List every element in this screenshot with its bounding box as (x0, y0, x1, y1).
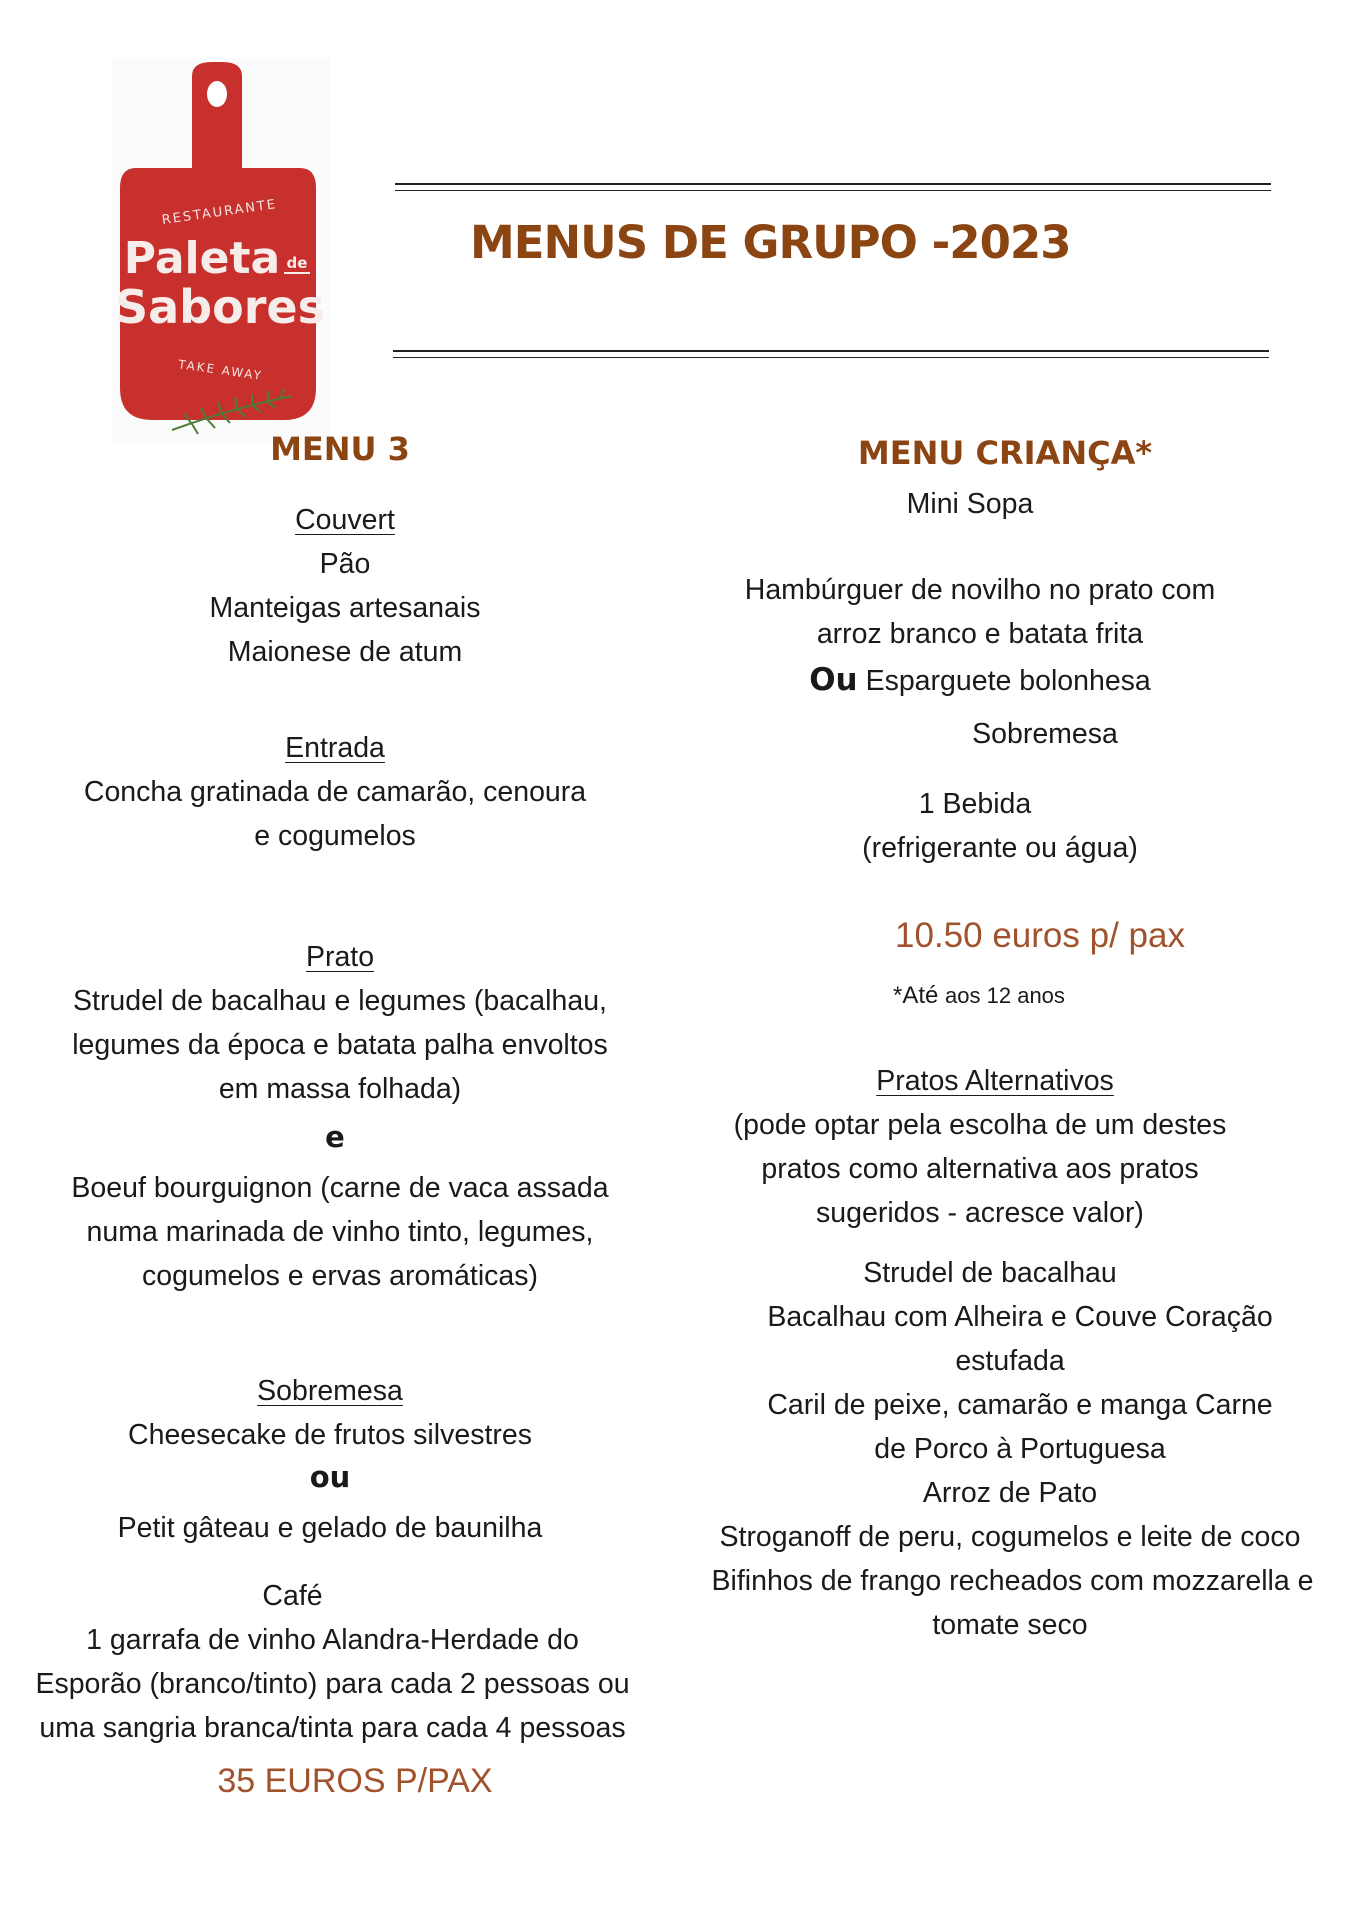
drinks-line: uma sangria branca/tinta para cada 4 pessoas (39, 1712, 626, 1744)
couvert-heading: Couvert (295, 504, 395, 536)
kids-alt-conjunction: Ou (809, 662, 858, 696)
alternatives-heading: Pratos Alternativos (876, 1065, 1114, 1097)
alternative-dish: Bacalhau com Alheira e Couve Coração (767, 1301, 1273, 1333)
kids-drink-line: 1 Bebida (918, 788, 1032, 820)
kids-age-note (893, 982, 1065, 1010)
alternative-dish: Caril de peixe, camarão e manga Carne (767, 1389, 1273, 1421)
sobremesa-line: Petit gâteau e gelado de baunilha (117, 1512, 543, 1544)
header-rule-bottom-1 (393, 350, 1269, 352)
menu3-drinks-section (20, 1574, 645, 1750)
prato-line: Strudel de bacalhau e legumes (bacalhau, (73, 985, 607, 1017)
menu3-title: MENU 3 (270, 430, 410, 468)
menu3-prato-option2 (30, 1166, 650, 1298)
menu3-sobremesa-option2 (30, 1506, 630, 1550)
entrada-line: e cogumelos (254, 820, 416, 852)
kids-soup: Mini Sopa (906, 488, 1034, 520)
alternatives-desc-line: sugeridos - acresce valor) (816, 1197, 1144, 1229)
alternatives-section (690, 1059, 1300, 1235)
alternative-dish: tomate seco (932, 1609, 1088, 1641)
alternative-dish: Strudel de bacalhau (863, 1257, 1117, 1289)
header-rule-top-2 (395, 190, 1271, 191)
sobremesa-conjunction: ou (309, 1460, 351, 1494)
logo-takeaway-text: TAKE AWAY (177, 357, 264, 383)
alternatives-list (690, 1251, 1330, 1647)
prato-conjunction: e (325, 1120, 345, 1154)
couvert-item: Manteigas artesanais (209, 592, 481, 624)
kids-drink-section (820, 782, 1180, 870)
prato-line: em massa folhada) (218, 1073, 462, 1105)
kids-main-line: arroz branco e batata frita (816, 618, 1144, 650)
sobremesa-heading: Sobremesa (257, 1375, 403, 1407)
alternative-dish: estufada (955, 1345, 1065, 1377)
alternative-dish: Stroganoff de peru, cogumelos e leite de coco (719, 1521, 1301, 1553)
kids-alternative-line (700, 658, 1260, 696)
drinks-line: Esporão (branco/tinto) para cada 2 pessoas ou (35, 1668, 630, 1700)
kids-age-note-rest: aos 12 anos (945, 983, 1065, 1008)
menu3-couvert-section (90, 498, 600, 674)
header-rule-top-1 (395, 183, 1271, 185)
menu3-entrada-section (40, 726, 630, 858)
couvert-item: Pão (319, 548, 371, 580)
logo-restaurante-text: RESTAURANTE (160, 197, 279, 229)
kids-main-line: Hambúrguer de novilho no prato com (744, 574, 1216, 606)
sobremesa-line: Cheesecake de frutos silvestres (128, 1419, 532, 1451)
cafe-line: Café (262, 1580, 323, 1612)
page-title: MENUS DE GRUPO -2023 (470, 216, 1071, 269)
alternative-dish: Arroz de Pato (922, 1477, 1098, 1509)
prato-line: Boeuf bourguignon (carne de vaca assada (71, 1172, 609, 1204)
prato-line: cogumelos e ervas aromáticas) (142, 1260, 538, 1292)
prato-line: legumes da época e batata palha envoltos (72, 1029, 608, 1061)
kids-drink-line: (refrigerante ou água) (862, 832, 1138, 864)
alternative-dish: de Porco à Portuguesa (874, 1433, 1166, 1465)
header-rule-bottom-2 (393, 357, 1269, 358)
kids-dessert: Sobremesa (972, 718, 1118, 750)
couvert-item: Maionese de atum (227, 636, 463, 668)
entrada-line: Concha gratinada de camarão, cenoura (83, 776, 587, 808)
prato-heading: Prato (305, 941, 375, 973)
drinks-line: 1 garrafa de vinho Alandra-Herdade do (86, 1624, 579, 1656)
prato-line: numa marinada de vinho tinto, legumes, (86, 1216, 594, 1248)
restaurant-logo (112, 58, 330, 443)
kids-menu-title: MENU CRIANÇA* (857, 434, 1153, 472)
menu3-price: 35 EUROS P/PAX (217, 1762, 493, 1800)
kids-alt-dish: Esparguete bolonhesa (865, 665, 1151, 696)
menu3-prato-section (30, 935, 650, 1111)
menu3-sobremesa-section (30, 1369, 630, 1457)
alternatives-desc-line: (pode optar pela escolha de um destes (733, 1109, 1227, 1141)
alternative-dish: Bifinhos de frango recheados com mozzarella e (711, 1565, 1314, 1597)
kids-age-note-star: *Até (893, 982, 939, 1009)
logo-de-text: de (286, 254, 308, 272)
logo-paleta-text: Paleta (123, 233, 281, 284)
kids-price: 10.50 euros p/ pax (895, 916, 1185, 955)
alternatives-desc-line: pratos como alternativa aos pratos (761, 1153, 1199, 1185)
entrada-heading: Entrada (285, 732, 385, 764)
logo-sabores-text: Sabores (115, 280, 325, 334)
kids-main-section (700, 568, 1260, 656)
